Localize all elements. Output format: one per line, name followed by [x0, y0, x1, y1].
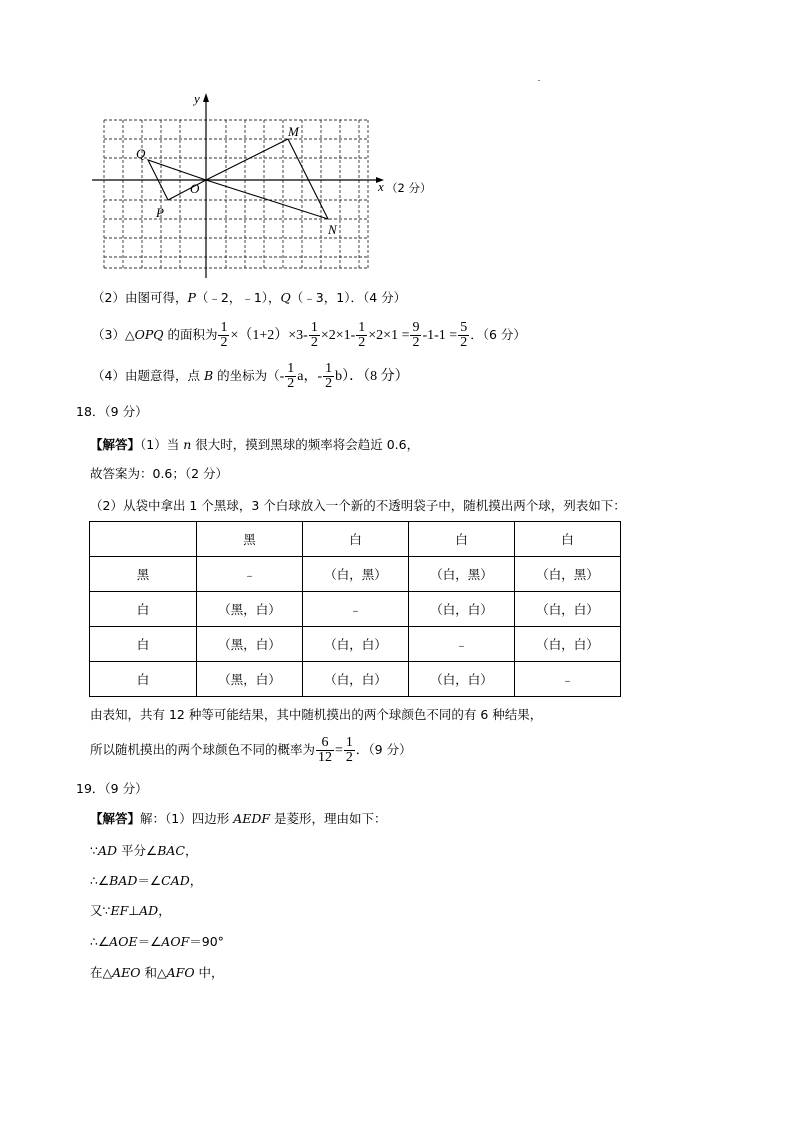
frac-denominator: 2: [325, 376, 333, 391]
var-n: n: [183, 437, 192, 452]
expr-part-2: ×2×1-: [320, 328, 356, 343]
q19-line-3: [90, 872, 202, 890]
x-axis-score-note: （2 分）: [386, 181, 432, 195]
triangles: [148, 139, 328, 219]
table-cell: 黑: [197, 522, 303, 557]
q17-part4-line: [92, 358, 409, 395]
table-cell: （白，黑）: [409, 557, 515, 592]
var-afo: AFO: [166, 965, 195, 980]
table-row: [90, 522, 621, 557]
var-ad: AD: [97, 843, 118, 858]
q19-line-6: [90, 964, 224, 982]
frac-numerator: 1: [358, 320, 366, 335]
q19-line-4: [90, 902, 171, 920]
triangle-omn: [206, 139, 328, 219]
table-cell: （白，白）: [303, 627, 409, 662]
table-cell: 黑: [90, 557, 197, 592]
table-cell: （白，白）: [303, 662, 409, 697]
fraction-five-halves: [458, 321, 469, 350]
var-bac: BAC: [157, 843, 185, 858]
table-cell: 白: [515, 522, 621, 557]
table-cell: （白，白）: [515, 592, 621, 627]
q19-l3c: ＝∠: [137, 873, 162, 888]
frac-denominator: 2: [412, 335, 420, 350]
fraction-half-a: [285, 362, 296, 391]
frac-numerator: 9: [412, 320, 420, 335]
y-axis-arrow: [203, 93, 209, 102]
q17-part3-line: [92, 317, 526, 354]
therefore-angle: ∴∠: [90, 873, 110, 888]
point-m-label: M: [288, 124, 299, 139]
perpendicular-symbol: ⊥: [128, 903, 140, 918]
origin-label: O: [190, 181, 200, 196]
table-cell: ﹣: [197, 557, 303, 592]
q19-line-5: [90, 933, 224, 951]
coordinate-grid-figure: [84, 90, 432, 285]
because-symbol: ∵: [90, 843, 98, 858]
table-cell: 白: [90, 627, 197, 662]
frac-numerator: 1: [310, 320, 318, 335]
y-axis-label: y: [194, 91, 200, 106]
frac-denominator: 2: [460, 335, 468, 350]
q19-heading: 19．（9 分）: [76, 781, 148, 796]
q18-line-1: [90, 436, 419, 454]
table-cell: （白，黑）: [303, 557, 409, 592]
var-aedf: AEDF: [233, 811, 271, 826]
q19-l5e: ＝90°: [189, 934, 224, 949]
table-row: [90, 557, 621, 592]
frac-numerator: 1: [287, 361, 295, 376]
q17-p3-prefix: （3）△: [92, 327, 135, 342]
dashed-grid: [104, 120, 368, 268]
table-cell: （黑，白）: [197, 662, 303, 697]
table-cell: ﹣: [515, 662, 621, 697]
var-a: a，: [297, 369, 318, 384]
fraction-half-3: [356, 321, 367, 350]
table-cell: 白: [409, 522, 515, 557]
table-cell: 白: [90, 592, 197, 627]
p-coordinate: （﹣2，﹣1），: [195, 290, 281, 305]
expr-part-1: ×（1+2）×3-: [230, 328, 308, 343]
frac-numerator: 5: [460, 320, 468, 335]
frac-numerator: 1: [345, 735, 353, 750]
q18-l5c: ．（9 分）: [355, 742, 412, 757]
table-cell: 白: [303, 522, 409, 557]
q19-l6c: 和△: [140, 965, 167, 980]
var-aoe: AOE: [109, 934, 138, 949]
var-ad: AD: [139, 903, 159, 918]
q19-l1c: 是菱形，理由如下：: [270, 811, 387, 826]
table-cell: （白，白）: [515, 627, 621, 662]
table-row: [90, 627, 621, 662]
q18-l5a: 所以随机摸出的两个球颜色不同的概率为: [90, 742, 316, 757]
point-n-label: N: [328, 222, 337, 237]
q18-line-2: 故答案为：0.6；（2 分）: [90, 466, 229, 481]
q18-line-5: [90, 732, 412, 769]
fraction-nine-halves: [410, 321, 421, 350]
var-b-coord: b）．（8 分）: [335, 369, 409, 384]
q19-l2c: 平分∠: [117, 843, 158, 858]
var-q: Q: [280, 290, 291, 305]
var-aeo: AEO: [112, 965, 141, 980]
x-axis-label: x: [378, 179, 384, 194]
table-cell: ﹣: [409, 627, 515, 662]
q19-line-1: [90, 810, 387, 828]
answer-label: 【解答】: [90, 437, 141, 452]
var-p: P: [187, 290, 196, 305]
also-because: 又∵: [90, 903, 111, 918]
equals-sign: =: [335, 743, 343, 758]
q18-l1b: 很大时，摸到黑球的频率将会趋近 0.6，: [191, 437, 420, 452]
q17-part2-line: [92, 289, 406, 307]
table-cell: （白，黑）: [515, 557, 621, 592]
frac-denominator: 2: [345, 750, 353, 765]
q19-l6e: 中，: [194, 965, 224, 980]
frac-numerator: 1: [220, 320, 228, 335]
q18-line-4: 由表知，共有 12 种等可能结果，其中随机摸出的两个球颜色不同的有 6 种结果，: [90, 707, 543, 722]
speck: [538, 80, 540, 81]
q19-l1a: 解：（1）四边形: [140, 811, 234, 826]
table-row: [90, 662, 621, 697]
table-cell: （黑，白）: [197, 627, 303, 662]
q19-line-2: [90, 842, 198, 860]
table-cell: 白: [90, 662, 197, 697]
fraction-one-half: [344, 736, 355, 765]
q19-l5c: ＝∠: [137, 934, 162, 949]
table-row: [90, 592, 621, 627]
q17-p3-end: ．（6 分）: [470, 327, 526, 342]
q17-p4-mid: 的坐标为（: [213, 368, 280, 383]
var-b: B: [203, 368, 214, 383]
var-bad: BAD: [109, 873, 138, 888]
q18-l1a: （1）当: [140, 437, 184, 452]
q17-p4-prefix: （4）由题意得，点: [92, 368, 204, 383]
table-cell: （白，白）: [409, 662, 515, 697]
q17-p3-mid: 的面积为: [163, 327, 218, 342]
var-cad: CAD: [161, 873, 190, 888]
expr-part-3: ×2×1 =: [368, 328, 410, 343]
q19-l2e: ，: [184, 843, 198, 858]
q18-heading: 18．（9 分）: [76, 404, 148, 419]
point-q-label: Q: [136, 146, 146, 161]
var-opq: OPQ: [134, 327, 164, 342]
q19-l4e: ，: [158, 903, 171, 918]
frac-numerator: 6: [316, 736, 334, 751]
expr-part-4: -1-1 =: [422, 328, 458, 343]
fraction-half-b: [323, 362, 334, 391]
frac-denominator: 2: [358, 335, 366, 350]
fraction-six-twelfths: [316, 736, 334, 765]
fraction-half-1: [218, 321, 229, 350]
point-p-label: P: [156, 205, 164, 220]
q17-p2-text: （2）由图可得，: [92, 290, 188, 305]
q18-line-3: （2）从袋中拿出 1 个黑球，3 个白球放入一个新的不透明袋子中，随机摸出两个球，列表如下：: [90, 498, 626, 513]
q19-l3e: ，: [189, 873, 203, 888]
frac-denominator: 2: [310, 335, 318, 350]
frac-denominator: 2: [220, 335, 228, 350]
therefore-angle: ∴∠: [90, 934, 110, 949]
var-ef: EF: [110, 903, 129, 918]
q19-l6a: 在△: [90, 965, 113, 980]
frac-denominator: 12: [318, 750, 333, 765]
table-cell: （白，白）: [409, 592, 515, 627]
fraction-half-2: [309, 321, 320, 350]
minus-sign: -: [317, 369, 323, 384]
frac-numerator: 1: [325, 361, 333, 376]
answer-label: 【解答】: [90, 811, 141, 826]
minus-sign: -: [279, 369, 285, 384]
table-cell: （黑，白）: [197, 592, 303, 627]
table-cell: [90, 522, 197, 557]
var-aof: AOF: [161, 934, 190, 949]
outcome-table: [89, 521, 621, 697]
q-coordinate: （﹣3，1）．（4 分）: [290, 290, 407, 305]
table-cell: ﹣: [303, 592, 409, 627]
frac-denominator: 2: [287, 376, 295, 391]
axes: [92, 98, 376, 278]
